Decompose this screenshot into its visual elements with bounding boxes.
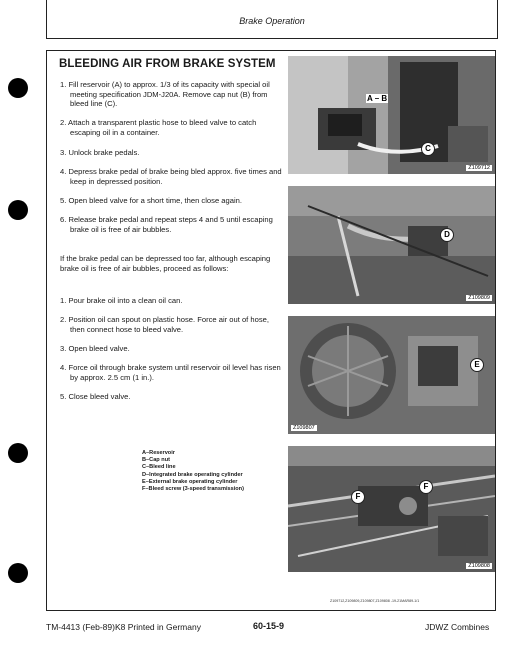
footer-product: JDWZ Combines bbox=[425, 622, 490, 632]
photo-bleed-screw-image bbox=[288, 446, 495, 572]
punch-hole bbox=[8, 443, 28, 463]
header-rule bbox=[46, 38, 498, 39]
procedure-step: 1. Fill reservoir (A) to approx. 1/3 of its capacity with special oil meeting specification JDM-J20A. Remove cap nut (B) from bleed line (C). bbox=[60, 80, 270, 109]
procedure-step: 5. Open bleed valve for a short time, then close again. bbox=[60, 196, 242, 205]
footer-doc-id: TM-4413 (Feb-89)K8 Printed in Germany bbox=[46, 622, 201, 632]
figure-reference-line: Z109712,Z109809,Z109807,Z109808 -19-21MAR89-1/1 bbox=[330, 599, 420, 603]
photo-bleed-screw bbox=[288, 446, 495, 572]
photo-integrated-cylinder-image bbox=[288, 186, 495, 304]
note-paragraph: If the brake pedal can be depressed too far, although escaping brake oil is free of air bubbles, proceed as follows: bbox=[60, 254, 271, 273]
callout-f: F bbox=[419, 480, 433, 494]
page-number: 60-15-9 bbox=[253, 621, 285, 631]
photo-reservoir bbox=[288, 56, 495, 174]
callout-e: E bbox=[470, 358, 484, 372]
figure-id: Z109808 bbox=[468, 563, 490, 569]
legend-item: A–Reservoir bbox=[142, 450, 175, 456]
punch-hole bbox=[8, 563, 28, 583]
punch-hole bbox=[8, 200, 28, 220]
section-title: BLEEDING AIR FROM BRAKE SYSTEM bbox=[59, 58, 276, 70]
figure-id: Z109807 bbox=[293, 425, 315, 431]
procedure-step: 6. Release brake pedal and repeat steps 4 and 5 until escaping brake oil is free of air bubbles. bbox=[60, 215, 273, 234]
photo-reservoir-image bbox=[288, 56, 495, 174]
procedure-step: 3. Unlock brake pedals. bbox=[60, 148, 140, 157]
procedure-step: 4. Depress brake pedal of brake being bled approx. five times and keep in depressed position. bbox=[60, 167, 282, 186]
figure-id: Z109712 bbox=[468, 165, 490, 171]
photo-external-cylinder bbox=[288, 316, 495, 434]
callout-a-b: A – B bbox=[367, 94, 388, 103]
running-header: Brake Operation bbox=[239, 16, 305, 26]
legend-item: D–Integrated brake operating cylinder bbox=[142, 471, 243, 478]
procedure-step: 4. Force oil through brake system until reservoir oil level has risen by approx. 2.5 cm (1 in.). bbox=[60, 363, 281, 382]
procedure-step: 2. Position oil can spout on plastic hose. Force air out of hose, then connect hose to bleed valve. bbox=[60, 315, 269, 334]
procedure-step: 5. Close bleed valve. bbox=[60, 392, 131, 401]
procedure-step: 1. Pour brake oil into a clean oil can. bbox=[60, 296, 183, 305]
punch-hole bbox=[8, 78, 28, 98]
legend-item: C–Bleed line bbox=[142, 464, 176, 471]
photo-integrated-cylinder bbox=[288, 186, 495, 304]
legend-item: B–Cap nut bbox=[142, 457, 170, 464]
legend-item: F–Bleed screw (3-speed transmission) bbox=[142, 486, 244, 493]
procedure-step: 2. Attach a transparent plastic hose to bleed valve to catch escaping oil in a container. bbox=[60, 118, 257, 137]
photo-external-cylinder-image bbox=[288, 316, 495, 434]
legend-item: E–External brake operating cylinder bbox=[142, 478, 238, 485]
figure-id: Z109809 bbox=[468, 295, 490, 301]
callout-f: F bbox=[351, 490, 365, 504]
procedure-step: 3. Open bleed valve. bbox=[60, 344, 130, 353]
callout-c: C bbox=[421, 142, 435, 156]
callout-d: D bbox=[440, 228, 454, 242]
figure-legend bbox=[142, 450, 244, 493]
